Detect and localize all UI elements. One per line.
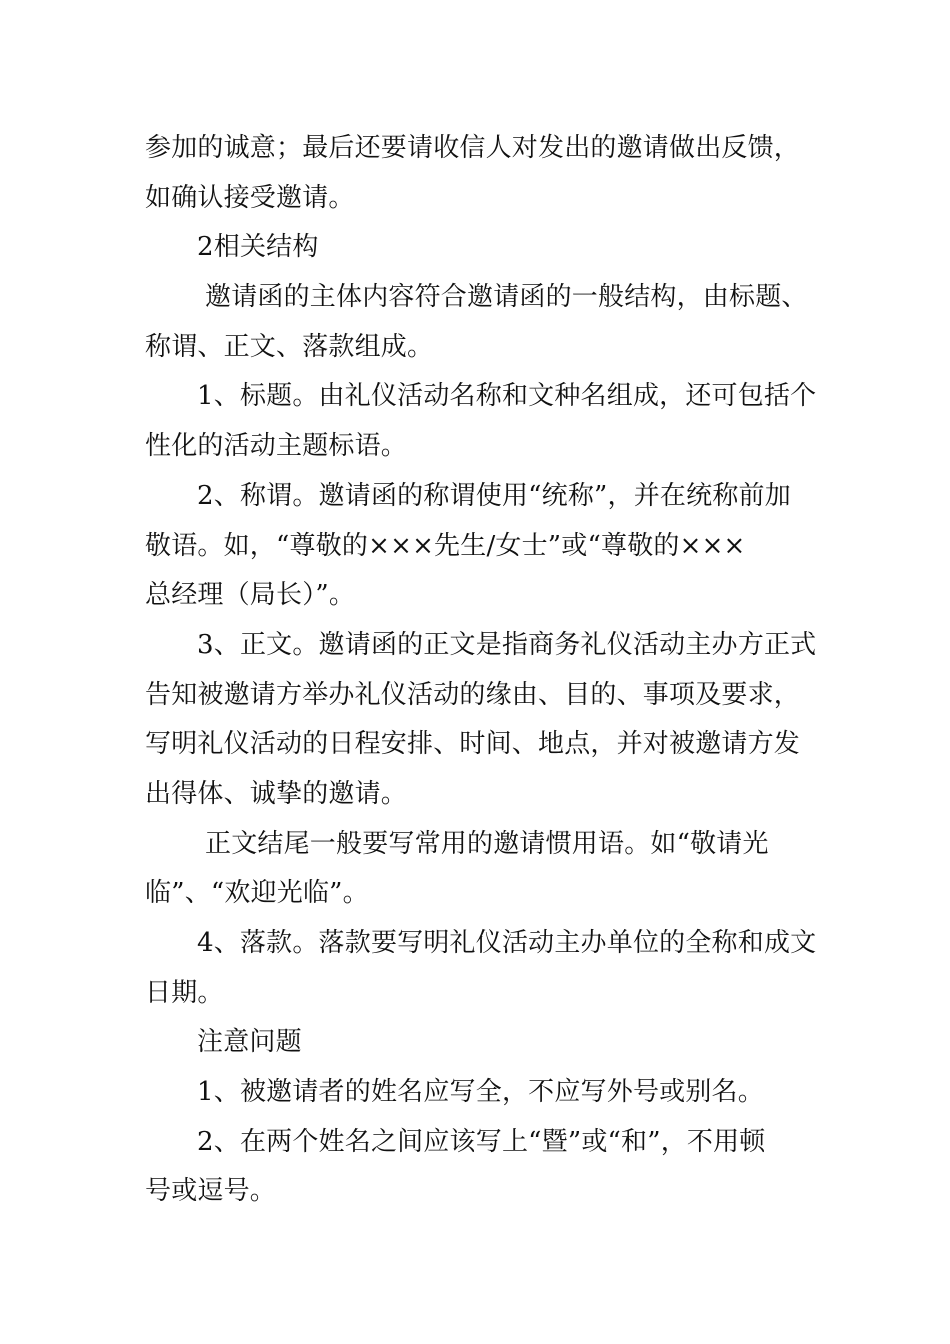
text-line: 3、正文。邀请函的正文是指商务礼仪活动主办方正式 [197,629,817,660]
text-line: 出得体、诚挚的邀请。 [145,778,408,809]
text-line: 临”、“欢迎光临”。 [145,878,369,909]
text-line: 邀请函的主体内容符合邀请函的一般结构，由标题、 [205,282,808,313]
text-line: 日期。 [145,977,224,1008]
text-line: 总经理（局长）”。 [145,580,356,611]
text-line: 写明礼仪活动的日程安排、时间、地点，并对被邀请方发 [145,729,801,760]
text-line: 告知被邀请方举办礼仪活动的缘由、目的、事项及要求， [145,679,801,710]
section-heading: 2相关结构 [197,232,319,263]
text-line: 性化的活动主题标语。 [145,431,408,462]
text-line: 2、称谓。邀请函的称谓使用“统称”，并在统称前加 [197,480,791,511]
text-line: 正文结尾一般要写常用的邀请惯用语。如“敬请光 [205,828,769,859]
text-line: 1、标题。由礼仪活动名称和文种名组成，还可包括个 [197,381,817,412]
text-line: 1、被邀请者的姓名应写全，不应写外号或别名。 [197,1077,764,1108]
text-line: 称谓、正文、落款组成。 [145,331,434,362]
text-line: 2、在两个姓名之间应该写上“暨”或“和”，不用顿 [197,1126,766,1157]
text-line: 号或逗号。 [145,1176,277,1207]
text-line: 如确认接受邀请。 [145,182,355,213]
text-line: 参加的诚意；最后还要请收信人对发出的邀请做出反馈， [145,133,801,163]
section-heading: 注意问题 [197,1027,302,1058]
text-line: 敬语。如，“尊敬的×××先生/女士”或“尊敬的××× [145,530,746,561]
document-body [145,124,825,1217]
text-line: 4、落款。落款要写明礼仪活动主办单位的全称和成文 [197,928,817,958]
